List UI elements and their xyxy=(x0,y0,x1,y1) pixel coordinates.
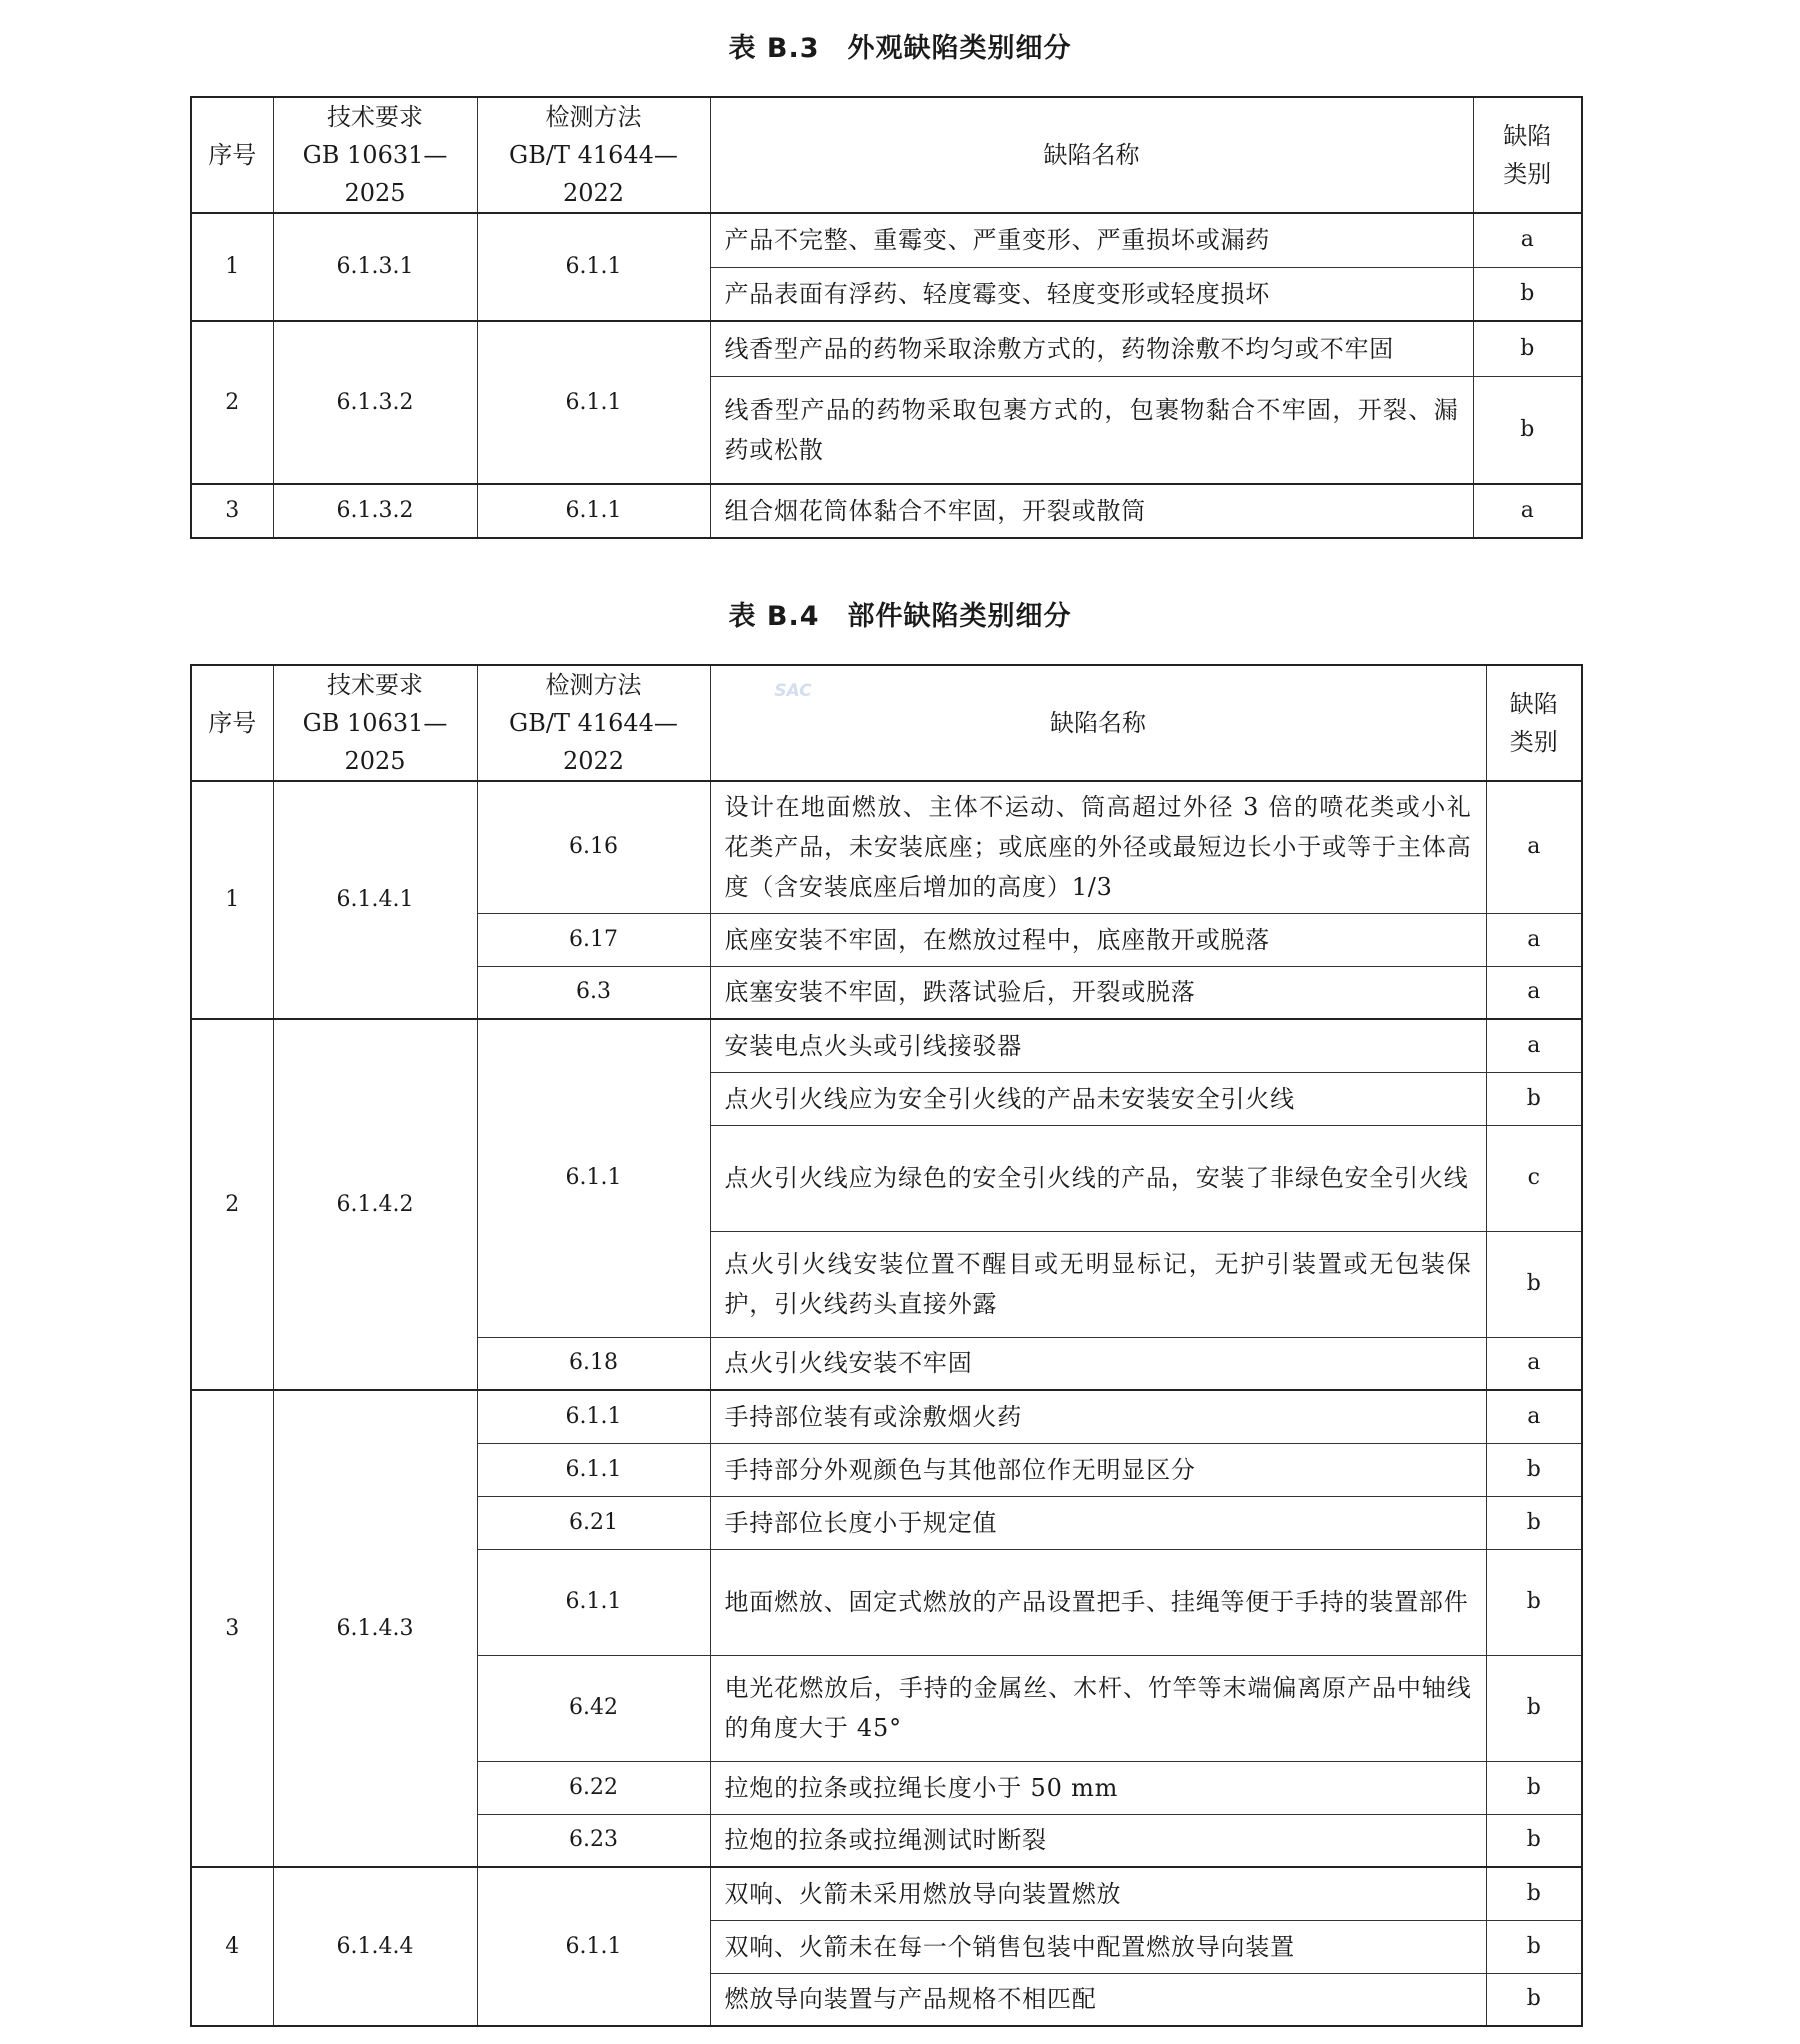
header-cat-line2: 类别 xyxy=(1503,160,1552,188)
table-b4-number: 表 B.4 xyxy=(728,601,820,632)
row-category: b xyxy=(1486,1655,1582,1761)
row-method: 6.1.1 xyxy=(477,1443,710,1496)
row-method: 6.1.1 xyxy=(477,484,710,538)
row-category: b xyxy=(1473,267,1582,321)
row-category: b xyxy=(1486,1496,1582,1549)
row-category: c xyxy=(1486,1125,1582,1231)
row-category: a xyxy=(1486,781,1582,913)
row-method: 6.16 xyxy=(477,781,710,913)
table-b3-number: 表 B.3 xyxy=(728,33,820,64)
row-category: b xyxy=(1473,376,1582,484)
table-row xyxy=(191,1867,1582,1920)
row-defect-name: 点火引火线应为绿色的安全引火线的产品，安装了非绿色安全引火线 xyxy=(710,1125,1486,1231)
row-method: 6.1.1 xyxy=(477,1390,710,1443)
row-defect-name: 手持部位长度小于规定值 xyxy=(710,1496,1486,1549)
row-category: a xyxy=(1486,966,1582,1019)
row-category: b xyxy=(1473,321,1582,376)
row-requirement: 6.1.4.2 xyxy=(273,1019,477,1390)
row-defect-name: 安装电点火头或引线接驳器 xyxy=(710,1019,1486,1072)
table-row xyxy=(191,321,1582,376)
table-b4 xyxy=(190,664,1583,2027)
header-seq: 序号 xyxy=(191,97,273,213)
row-seq: 2 xyxy=(191,321,273,484)
row-seq: 1 xyxy=(191,213,273,321)
row-category: b xyxy=(1486,1549,1582,1655)
row-seq: 1 xyxy=(191,781,273,1019)
row-category: b xyxy=(1486,1973,1582,2026)
table-row xyxy=(191,781,1582,913)
row-defect-name: 拉炮的拉条或拉绳长度小于 50 mm xyxy=(710,1761,1486,1814)
header-req-line2: GB 10631—2025 xyxy=(302,141,448,207)
row-category: a xyxy=(1486,913,1582,966)
header-cat-line1: 缺陷 xyxy=(1503,122,1552,150)
table-b3 xyxy=(190,96,1583,539)
row-defect-name: 底座安装不牢固，在燃放过程中，底座散开或脱落 xyxy=(710,913,1486,966)
row-requirement: 6.1.3.2 xyxy=(273,484,477,538)
row-method: 6.1.1 xyxy=(477,321,710,484)
row-defect-name: 手持部位装有或涂敷烟火药 xyxy=(710,1390,1486,1443)
row-category: b xyxy=(1486,1231,1582,1337)
row-category: a xyxy=(1486,1019,1582,1072)
header-method-line2: GB/T 41644—2022 xyxy=(509,709,678,775)
row-method: 6.1.1 xyxy=(477,1019,710,1337)
row-method: 6.23 xyxy=(477,1814,710,1867)
row-seq: 4 xyxy=(191,1867,273,2026)
row-method: 6.1.1 xyxy=(477,1867,710,2026)
header-requirement xyxy=(273,97,477,213)
row-defect-name: 双响、火箭未采用燃放导向装置燃放 xyxy=(710,1867,1486,1920)
row-defect-name: 产品不完整、重霉变、严重变形、严重损坏或漏药 xyxy=(710,213,1473,267)
table-b3-caption xyxy=(0,26,1800,65)
header-category xyxy=(1473,97,1582,213)
header-method-line1: 检测方法 xyxy=(545,103,642,131)
header-req-line1: 技术要求 xyxy=(327,103,423,131)
row-defect-name: 拉炮的拉条或拉绳测试时断裂 xyxy=(710,1814,1486,1867)
row-category: b xyxy=(1486,1920,1582,1973)
row-defect-name: 手持部分外观颜色与其他部位作无明显区分 xyxy=(710,1443,1486,1496)
row-category: b xyxy=(1486,1761,1582,1814)
row-defect-name: 产品表面有浮药、轻度霉变、轻度变形或轻度损坏 xyxy=(710,267,1473,321)
header-req-line2: GB 10631—2025 xyxy=(302,709,448,775)
table-b3-header-row xyxy=(191,97,1582,213)
row-category: a xyxy=(1486,1337,1582,1390)
row-method: 6.18 xyxy=(477,1337,710,1390)
row-defect-name: 底塞安装不牢固，跌落试验后，开裂或脱落 xyxy=(710,966,1486,1019)
row-method: 6.17 xyxy=(477,913,710,966)
sac-watermark: SAC xyxy=(774,681,812,701)
row-method: 6.3 xyxy=(477,966,710,1019)
row-category: b xyxy=(1486,1867,1582,1920)
row-requirement: 6.1.3.2 xyxy=(273,321,477,484)
table-row xyxy=(191,213,1582,267)
header-req-line1: 技术要求 xyxy=(327,671,423,699)
header-method xyxy=(477,97,710,213)
row-defect-name: 线香型产品的药物采取涂敷方式的，药物涂敷不均匀或不牢固 xyxy=(710,321,1473,376)
row-category: b xyxy=(1486,1072,1582,1125)
header-defect-name: 缺陷名称 xyxy=(710,97,1473,213)
row-method: 6.1.1 xyxy=(477,1549,710,1655)
row-defect-name: 双响、火箭未在每一个销售包装中配置燃放导向装置 xyxy=(710,1920,1486,1973)
header-method xyxy=(477,665,710,781)
row-defect-name: 线香型产品的药物采取包裹方式的，包裹物黏合不牢固，开裂、漏药或松散 xyxy=(710,376,1473,484)
row-requirement: 6.1.4.3 xyxy=(273,1390,477,1867)
row-method: 6.42 xyxy=(477,1655,710,1761)
table-b4-title: 部件缺陷类别细分 xyxy=(847,601,1072,632)
row-defect-name: 设计在地面燃放、主体不运动、筒高超过外径 3 倍的喷花类或小礼花类产品，未安装底座；或底座的外径或最短边长小于或等于主体高度（含安装底座后增加的高度）1/3 xyxy=(710,781,1486,913)
table-b3-title: 外观缺陷类别细分 xyxy=(847,33,1072,64)
row-category: a xyxy=(1486,1390,1582,1443)
row-seq: 3 xyxy=(191,484,273,538)
row-category: a xyxy=(1473,484,1582,538)
header-cat-line2: 类别 xyxy=(1509,728,1558,756)
table-row xyxy=(191,1019,1582,1072)
row-method: 6.1.1 xyxy=(477,213,710,321)
row-defect-name: 燃放导向装置与产品规格不相匹配 xyxy=(710,1973,1486,2026)
row-category: b xyxy=(1486,1443,1582,1496)
table-b4-caption xyxy=(0,594,1800,633)
row-requirement: 6.1.3.1 xyxy=(273,213,477,321)
row-defect-name: 点火引火线安装位置不醒目或无明显标记，无护引装置或无包装保护，引火线药头直接外露 xyxy=(710,1231,1486,1337)
row-defect-name: 点火引火线安装不牢固 xyxy=(710,1337,1486,1390)
table-row xyxy=(191,484,1582,538)
header-defect-name: 缺陷名称 xyxy=(710,665,1486,781)
header-category xyxy=(1486,665,1582,781)
row-requirement: 6.1.4.1 xyxy=(273,781,477,1019)
row-defect-name: 点火引火线应为安全引火线的产品未安装安全引火线 xyxy=(710,1072,1486,1125)
row-category: a xyxy=(1473,213,1582,267)
header-seq: 序号 xyxy=(191,665,273,781)
row-defect-name: 组合烟花筒体黏合不牢固，开裂或散筒 xyxy=(710,484,1473,538)
header-method-line2: GB/T 41644—2022 xyxy=(509,141,678,207)
row-defect-name: 电光花燃放后，手持的金属丝、木杆、竹竿等末端偏离原产品中轴线的角度大于 45° xyxy=(710,1655,1486,1761)
row-seq: 2 xyxy=(191,1019,273,1390)
table-row xyxy=(191,1390,1582,1443)
row-defect-name: 地面燃放、固定式燃放的产品设置把手、挂绳等便于手持的装置部件 xyxy=(710,1549,1486,1655)
header-requirement xyxy=(273,665,477,781)
header-cat-line1: 缺陷 xyxy=(1509,690,1558,718)
row-seq: 3 xyxy=(191,1390,273,1867)
header-method-line1: 检测方法 xyxy=(545,671,642,699)
table-b4-header-row xyxy=(191,665,1582,781)
row-category: b xyxy=(1486,1814,1582,1867)
row-method: 6.22 xyxy=(477,1761,710,1814)
row-requirement: 6.1.4.4 xyxy=(273,1867,477,2026)
row-method: 6.21 xyxy=(477,1496,710,1549)
